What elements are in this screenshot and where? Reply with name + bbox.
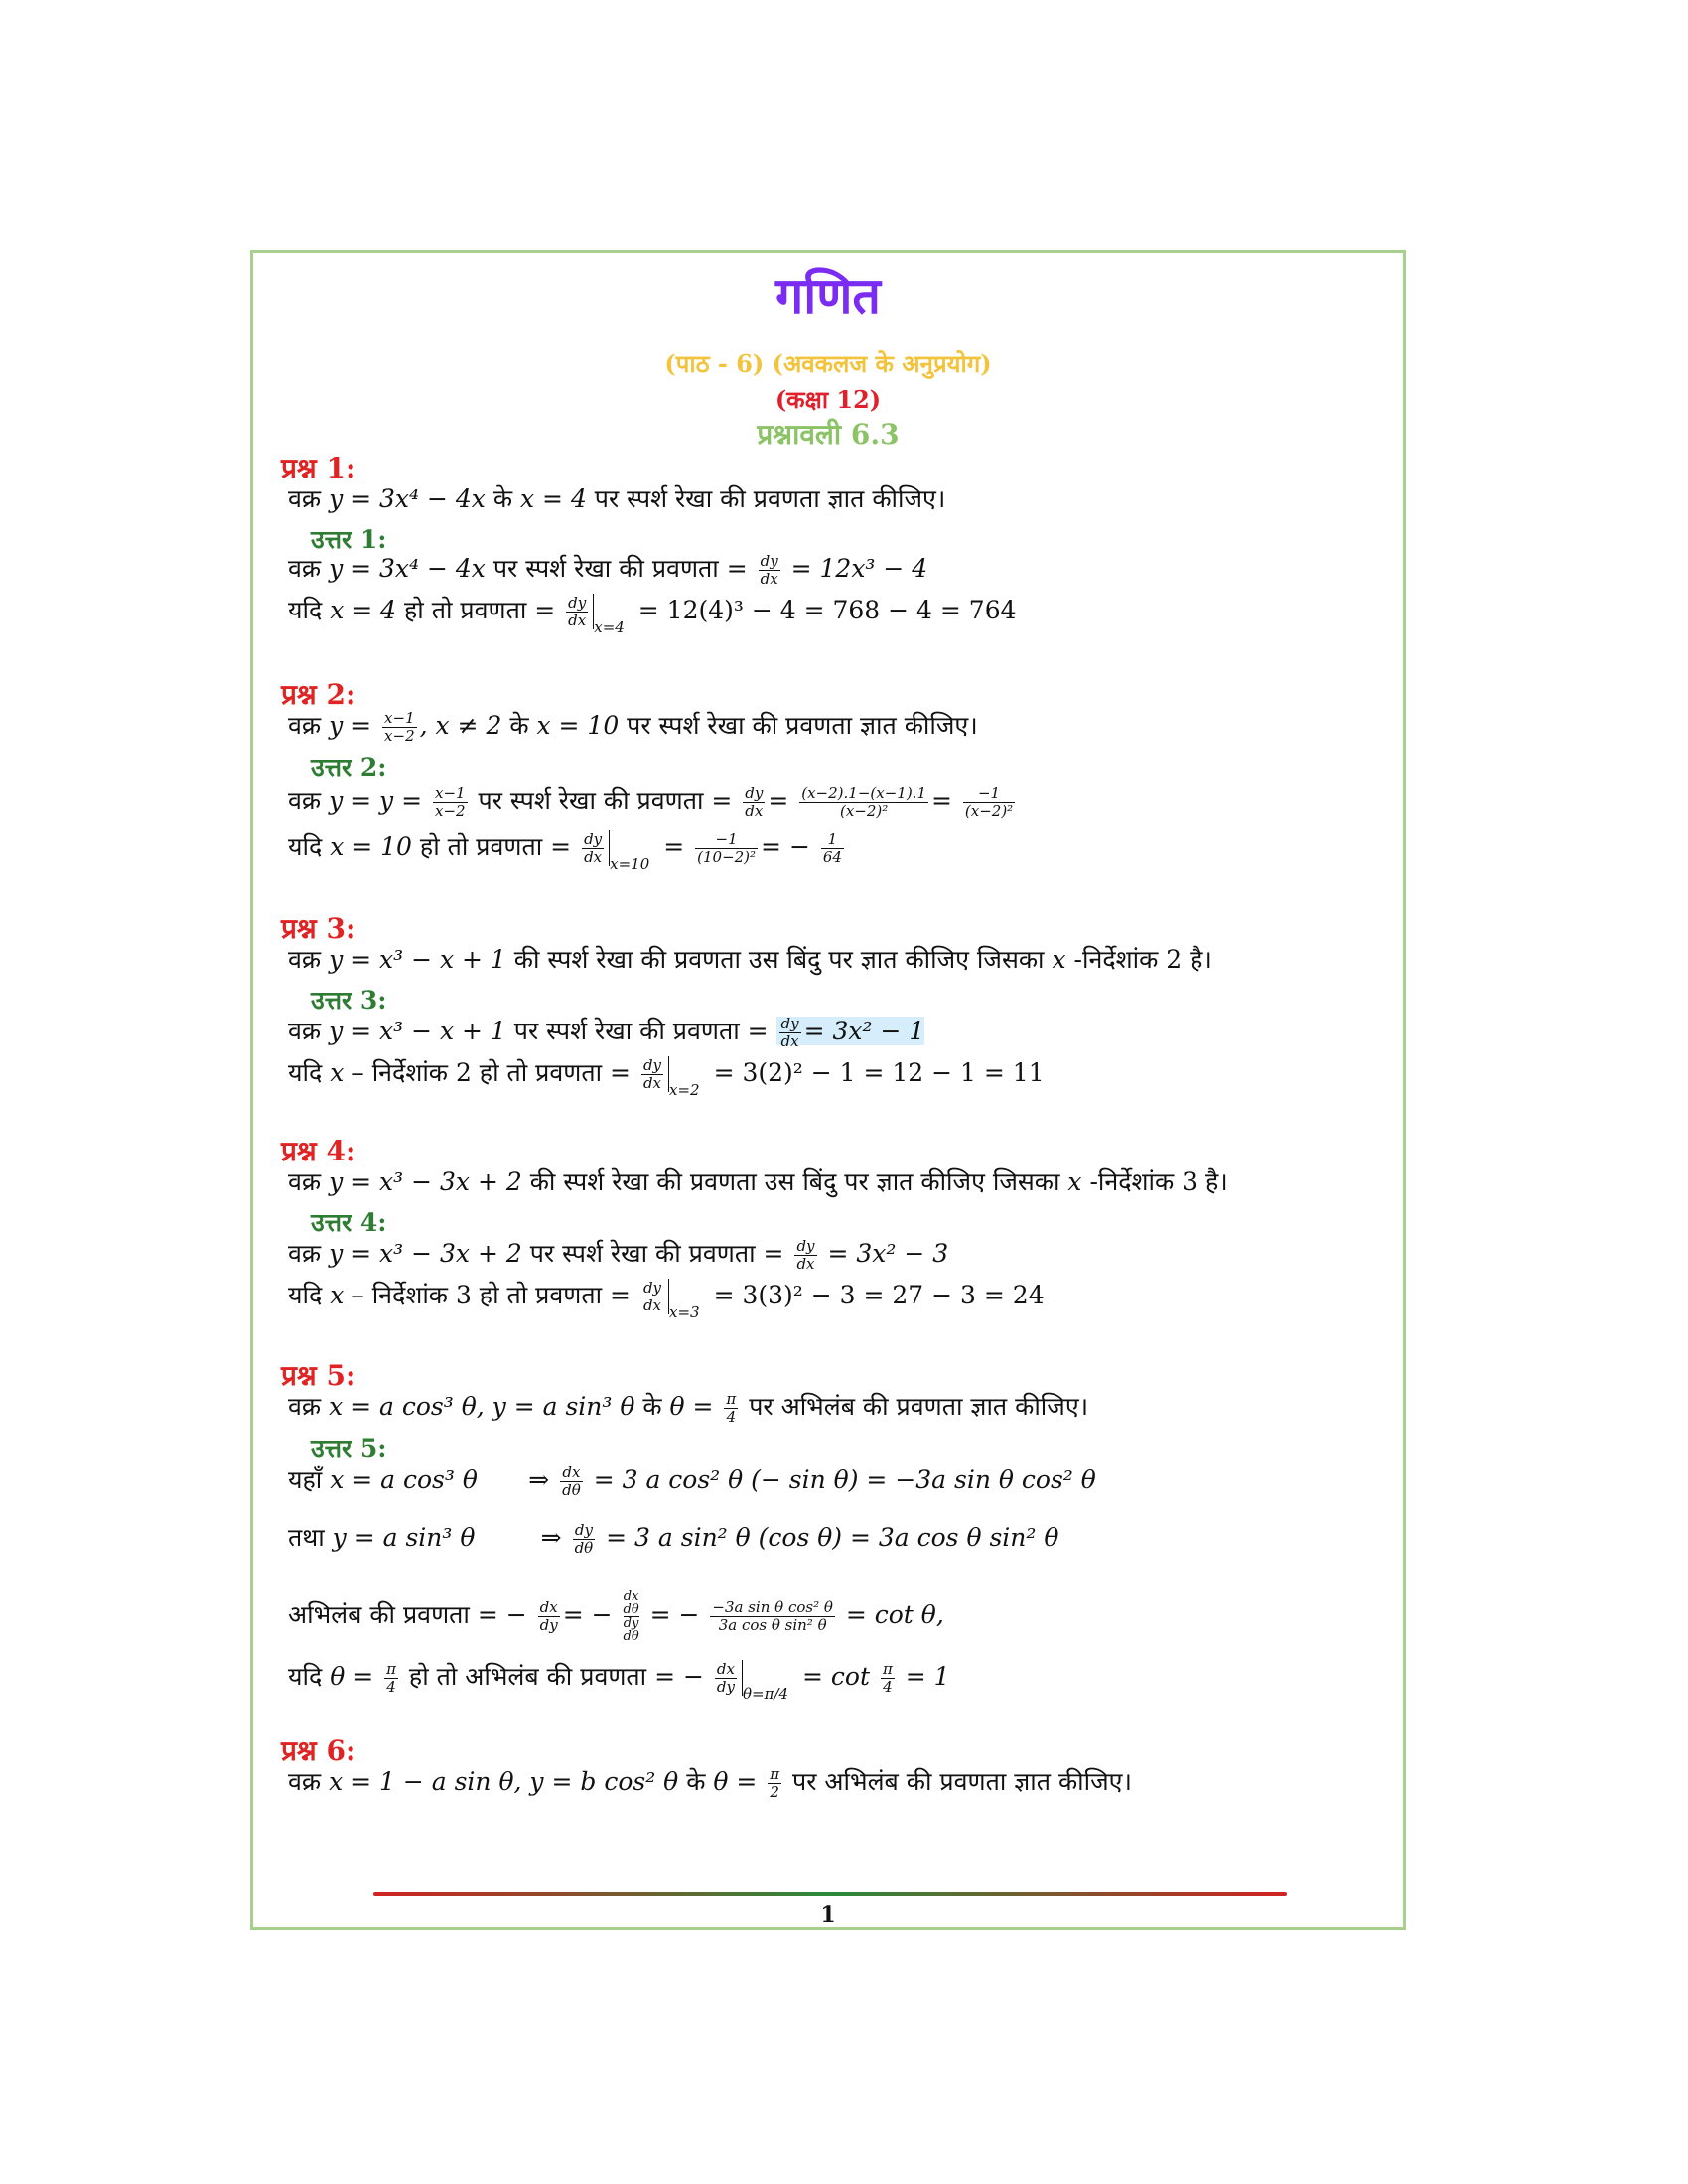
answer-5-line-3: अभिलंब की प्रवणता = − $\frac{dx}{dy}$ = − dx dθ dy dθ = − $\frac{\text{−3a sin θ cos² θ}}{\text{3a cos θ sin² θ}}$ = cot θ, <box>288 1589 944 1644</box>
question-5-text: वक्र x = a cos³ θ, y = a sin³ θ के θ = $\frac{\pi}{4}$ पर अभिलंब की प्रवणता ज्ञात कीजिए। <box>288 1390 1089 1426</box>
page-title: गणित <box>775 266 881 325</box>
question-4-label: प्रश्न 4: <box>281 1135 356 1167</box>
answer-1-label: उत्तर 1: <box>311 525 387 554</box>
question-6-label: प्रश्न 6: <box>281 1734 356 1767</box>
question-4-text: वक्र y = x³ − 3x + 2 की स्पर्श रेखा की प्रवणता उस बिंदु पर ज्ञात कीजिए जिसका x -निर्देशांक 3 है। <box>288 1167 1228 1196</box>
answer-3-label: उत्तर 3: <box>311 986 387 1015</box>
answer-1-line-1: वक्र y = 3x⁴ − 4x पर स्पर्श रेखा की प्रवणता = $\frac{dy}{dx}$ = 12x³ − 4 <box>288 552 928 588</box>
answer-5-label: उत्तर 5: <box>311 1434 387 1463</box>
answer-4-line-2: यदि x – निर्देशांक 3 हो तो प्रवणता = $\frac{dy}{dx}$ $_{x=3}$ = 3(3)² − 3 = 27 − 3 = 24 <box>288 1279 1045 1321</box>
answer-4-label: उत्तर 4: <box>311 1208 387 1237</box>
question-3-label: प्रश्न 3: <box>281 912 356 945</box>
question-2-label: प्रश्न 2: <box>281 678 356 711</box>
chapter-heading: (पाठ - 6) (अवकलज के अनुप्रयोग) <box>664 349 992 378</box>
class-heading: (कक्षा 12) <box>774 385 882 414</box>
exercise-heading: प्रश्नावली 6.3 <box>757 418 900 451</box>
answer-3-line-1: वक्र y = x³ − x + 1 पर स्पर्श रेखा की प्रवणता = $\frac{dy}{dx}$ = 3x² − 1 <box>288 1015 925 1050</box>
answer-5-line-1: यहाँ x = a cos³ θ ⇒ $\frac{dx}{d\theta}$ = 3 a cos² θ (− sin θ) = −3a sin θ cos² θ <box>288 1463 1096 1499</box>
question-2-text: वक्र y = $\frac{x-1}{x-2}$ , x ≠ 2 के x = 10 पर स्पर्श रेखा की प्रवणता ज्ञात कीजिए। <box>288 709 978 745</box>
answer-1-line-2: यदि x = 4 हो तो प्रवणता = $\frac{dy}{dx}$ $_{x=4}$ = 12(4)³ − 4 = 768 − 4 = 764 <box>288 594 1017 636</box>
question-1-text: वक्र y = 3x⁴ − 4x के x = 4 पर स्पर्श रेखा की प्रवणता ज्ञात कीजिए। <box>288 484 946 513</box>
answer-5-line-2: तथा y = a sin³ θ ⇒ $\frac{dy}{d\theta}$ = 3 a sin² θ (cos θ) = 3a cos θ sin² θ <box>288 1521 1059 1557</box>
answer-2-line-2: यदि x = 10 हो तो प्रवणता = $\frac{dy}{dx}$ $_{x=10}$ = $\frac{-1}{\text{(10−2)²}}$ = − $\frac{1}{64}$ <box>288 830 842 873</box>
footer-divider <box>373 1892 1287 1896</box>
page-number: 1 <box>820 1902 836 1928</box>
answer-3-line-2: यदि x – निर्देशांक 2 हो तो प्रवणता = $\frac{dy}{dx}$ $_{x=2}$ = 3(2)² − 1 = 12 − 1 = 11 <box>288 1056 1045 1099</box>
question-5-label: प्रश्न 5: <box>281 1359 356 1392</box>
question-6-text: वक्र x = 1 − a sin θ, y = b cos² θ के θ = $\frac{\pi}{2}$ पर अभिलंब की प्रवणता ज्ञात कीजिए। <box>288 1765 1132 1801</box>
answer-2-line-1: वक्र y = y = $\frac{x-1}{x-2}$ पर स्पर्श रेखा की प्रवणता = $\frac{dy}{dx}$ = $\frac{(x-2).1-(x-1).1}{\text{(x−2)²}}$ = $\frac{-1}{\text{(x−2)²}}$ <box>288 784 1014 820</box>
question-3-text: वक्र y = x³ − x + 1 की स्पर्श रेखा की प्रवणता उस बिंदु पर ज्ञात कीजिए जिसका x -निर्देशांक 2 है। <box>288 945 1212 974</box>
question-1-label: प्रश्न 1: <box>281 452 356 484</box>
answer-4-line-1: वक्र y = x³ − 3x + 2 पर स्पर्श रेखा की प्रवणता = $\frac{dy}{dx}$ = 3x² − 3 <box>288 1237 949 1273</box>
answer-5-line-4: यदि θ = $\frac{\pi}{4}$ हो तो अभिलंब की प्रवणता = − $\frac{dx}{dy}$ $_{\theta=\pi/4}$ = cot $\frac{\pi}{4}$ = 1 <box>288 1660 950 1703</box>
answer-2-label: उत्तर 2: <box>311 753 387 782</box>
